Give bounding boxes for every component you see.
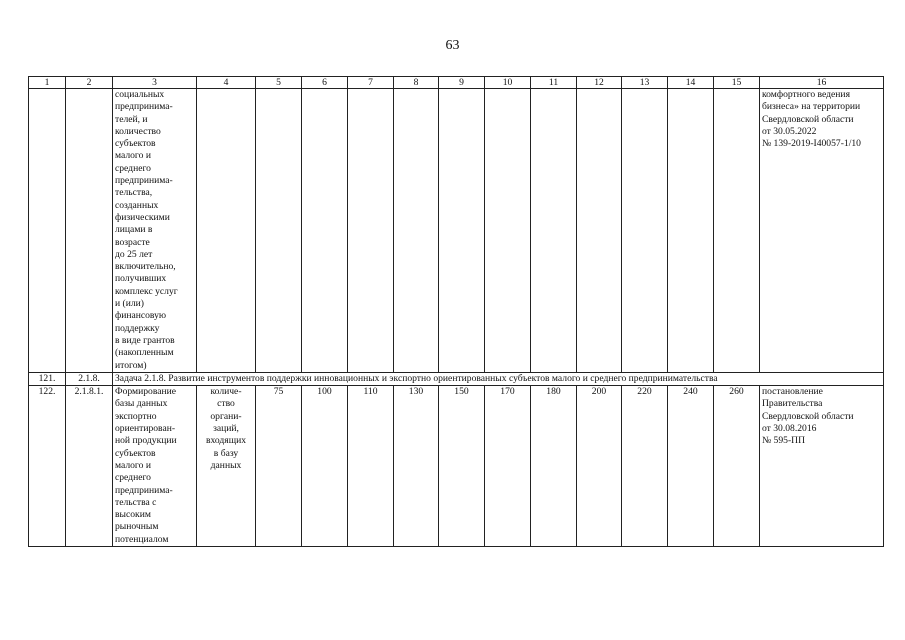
col-header-2: 2 xyxy=(66,77,113,89)
value-cell: 75 xyxy=(256,386,302,547)
col-header-3: 3 xyxy=(113,77,197,89)
table-row-continuation xyxy=(29,89,884,373)
col-header-10: 10 xyxy=(485,77,531,89)
value-cell: 260 xyxy=(714,386,760,547)
legal-basis-cell: комфортного ведения бизнеса» на территории Свердловской области от 30.05.2022 № 139-2019-I40057-1/10 xyxy=(760,89,884,373)
value-cell: 130 xyxy=(394,386,439,547)
value-cell: 110 xyxy=(348,386,394,547)
col-header-6: 6 xyxy=(302,77,348,89)
col-header-12: 12 xyxy=(577,77,622,89)
value-cell: 170 xyxy=(485,386,531,547)
row-number: 121. xyxy=(29,372,66,385)
col-header-14: 14 xyxy=(668,77,714,89)
task-title: Задача 2.1.8. Развитие инструментов поддержки инновационных и экспортно ориентированных субъектов малого и среднего предпринимательства xyxy=(113,372,884,385)
col-header-15: 15 xyxy=(714,77,760,89)
value-cell: 200 xyxy=(577,386,622,547)
col-header-13: 13 xyxy=(622,77,668,89)
col-header-9: 9 xyxy=(439,77,485,89)
col-header-5: 5 xyxy=(256,77,302,89)
row-number: 122. xyxy=(29,386,66,547)
col-header-8: 8 xyxy=(394,77,439,89)
value-cell: 100 xyxy=(302,386,348,547)
col-header-11: 11 xyxy=(531,77,577,89)
row-code: 2.1.8.1. xyxy=(66,386,113,547)
col-header-16: 16 xyxy=(760,77,884,89)
value-cell: 150 xyxy=(439,386,485,547)
indicator-name-cell: социальных предпринима- телей, и количество субъектов малого и среднего предпринима- тельства, созданных физическими лицами в возрасте до 25 лет включительно, получивших комплекс услуг и (или) финансовую поддержку в виде грантов (накопленным итогом) xyxy=(113,89,197,373)
col-header-1: 1 xyxy=(29,77,66,89)
value-cell: 240 xyxy=(668,386,714,547)
page-number: 63 xyxy=(445,38,460,53)
col-header-4: 4 xyxy=(197,77,256,89)
table-row-121 xyxy=(29,372,884,385)
value-cell: 220 xyxy=(622,386,668,547)
legal-basis-cell: постановление Правительства Свердловской области от 30.08.2016 № 595-ПП xyxy=(760,386,884,547)
table-row-122 xyxy=(29,386,884,547)
column-number-row xyxy=(29,77,884,89)
value-cell: 180 xyxy=(531,386,577,547)
col-header-7: 7 xyxy=(348,77,394,89)
indicator-name-cell: Формирование базы данных экспортно ориентирован- ной продукции субъектов малого и среднего предпринима- тельства с высоким рыночным потенциалом xyxy=(113,386,197,547)
unit-cell: количе- ство органи- заций, входящих в базу данных xyxy=(197,386,256,547)
row-code: 2.1.8. xyxy=(66,372,113,385)
program-table xyxy=(28,76,884,547)
